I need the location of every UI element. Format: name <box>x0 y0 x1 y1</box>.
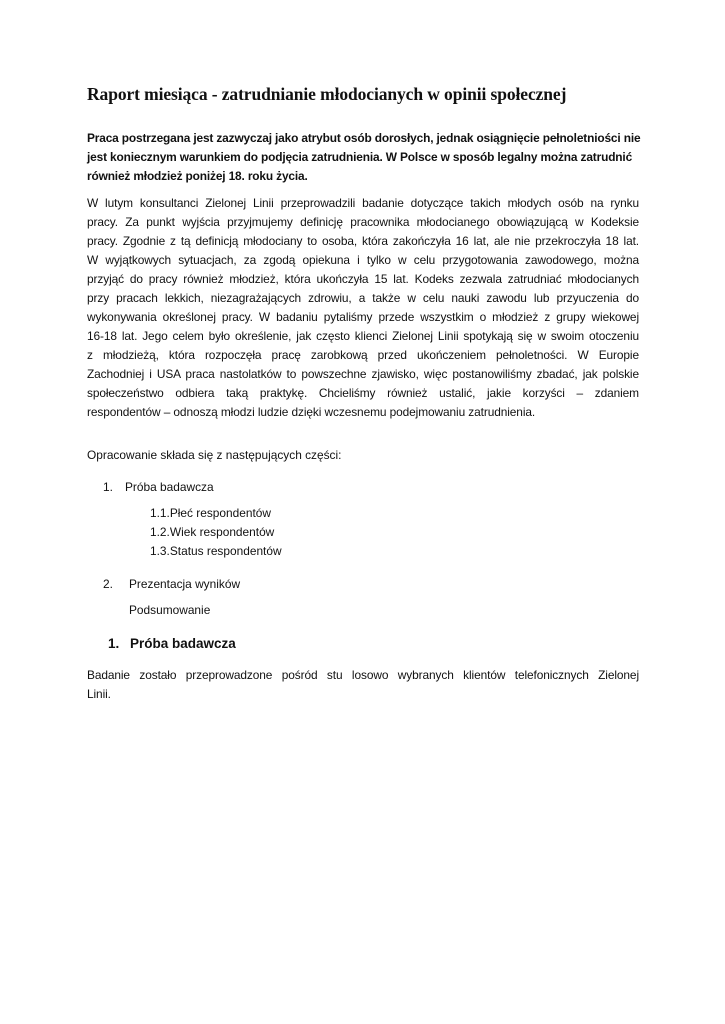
toc-subitem <box>87 523 639 542</box>
body-line: W wyjątkowych sytuacjach, za zgodą opiekuna i tylko w celu przygotowania zawodowego, można <box>87 253 639 267</box>
body-paragraph <box>87 194 639 422</box>
section-number: 1. <box>108 636 120 651</box>
toc-subitem-number: 1.3. <box>150 544 170 558</box>
lead-paragraph <box>87 129 639 186</box>
toc-subitem-label: Wiek respondentów <box>169 525 275 539</box>
toc-subitem-number: 1.1. <box>150 506 170 520</box>
lead-line: również młodzież poniżej 18. roku życia. <box>87 169 308 183</box>
toc-intro: Opracowanie składa się z następujących części: <box>87 448 342 462</box>
body-line: respondentów – odnoszą młodzi ludzie dzięki wczesnemu podejmowaniu zatrudnienia. <box>87 405 536 419</box>
toc-item-label: Próba badawcza <box>125 480 214 494</box>
toc-subitem <box>87 542 639 561</box>
lead-line: Praca postrzegana jest zazwyczaj jako atrybut osób dorosłych, jednak osiągnięcie pełnoletniości nie <box>87 131 641 145</box>
section-title: Próba badawcza <box>130 636 236 651</box>
body-line: społeczeństwo odbiera taką praktykę. Chcieliśmy również ustalić, jakie korzyści – zdaniem <box>87 386 639 400</box>
body-line: przyjąć do pracy również młodzież, która ukończyła 15 lat. Kodeks zezwala zatrudniać młodocianych <box>87 272 639 286</box>
body-line: W lutym konsultanci Zielonej Linii przeprowadzili badanie dotyczące takich młodych osób na rynku <box>87 196 639 210</box>
toc-subitem <box>87 504 639 523</box>
table-of-contents <box>87 478 639 620</box>
document-title: Raport miesiąca - zatrudnianie młodocianych w opinii społecznej <box>87 84 567 104</box>
section-heading <box>87 634 639 654</box>
toc-subitems <box>87 504 639 561</box>
toc-item-label: Prezentacja wyników <box>129 577 241 591</box>
toc-item-1 <box>87 478 639 497</box>
toc-subitem-number: 1.2. <box>150 525 170 539</box>
lead-line: jest koniecznym warunkiem do podjęcia zatrudnienia. W Polsce w sposób legalny można zatrudnić <box>87 150 633 164</box>
body-line: Badanie zostało przeprowadzone pośród stu losowo wybranych klientów telefonicznych Zielonej <box>87 668 639 682</box>
body-line: z młodzieżą, która rozpoczęła pracę zarobkową przed ukończeniem pełnoletności. W Europie <box>87 348 639 362</box>
toc-item-2 <box>87 575 639 594</box>
body-line: pracy. Za punkt wyjścia przyjmujemy definicję pracownika młodocianego obowiązującą w Kodeksie <box>87 215 639 229</box>
body-line: wykonywania określonej pracy. W badaniu pytaliśmy przede wszystkim o młodzież z grupy wiekowej <box>87 310 639 324</box>
toc-subitem-label: Status respondentów <box>169 544 282 558</box>
toc-summary: Podsumowanie <box>129 603 211 617</box>
document-page <box>87 82 639 704</box>
final-paragraph <box>87 666 639 704</box>
body-line: 16-18 lat. Jego celem było określenie, jak często klienci Zielonej Linii spotykają się w swoim otoczeniu <box>87 329 639 343</box>
body-line: Zachodniej i USA praca nastolatków to powszechne zjawisko, więc postanowiliśmy zbadać, jak polskie <box>87 367 639 381</box>
body-line: Linii. <box>87 687 111 701</box>
toc-item-number: 2. <box>103 577 113 591</box>
body-line: pracy. Zgodnie z tą definicją młodociany to osoba, która zakończyła 16 lat, ale nie przekroczyła 18 lat. <box>87 234 639 248</box>
body-line: przy pracach lekkich, niezagrażających zdrowiu, a także w celu nauki zawodu lub przyuczenia do <box>87 291 639 305</box>
toc-subitem-label: Płeć respondentów <box>169 506 271 520</box>
toc-item-number: 1. <box>103 480 113 494</box>
